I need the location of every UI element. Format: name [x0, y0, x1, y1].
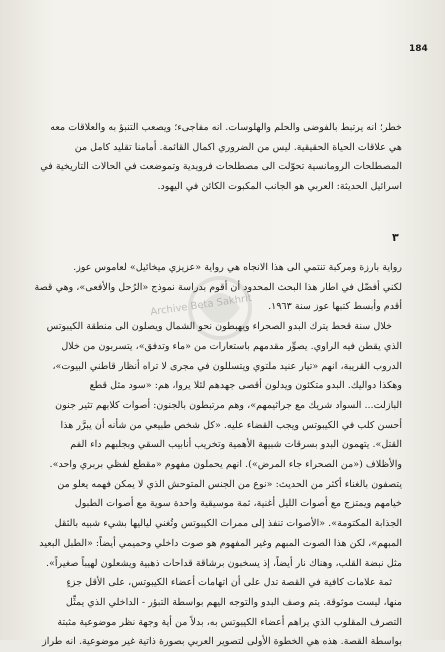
text-line: الجذابة المكتومة». «الأصوات تنفذ إلى ممرات الكيبوتس وتُغني لياليها بشيء شبيه بالثقل [54, 518, 402, 530]
page-number: 184 [409, 44, 428, 54]
text-line: خلال سنة قحط يترك البدو الصحراء ويهبطون نحو الشمال ويصلون الى منطقة الكيبوتس [46, 321, 392, 333]
text-line: المبهم»، لكن هذا الصوت المبهم وغير المفهوم هو صوت داخلي وحميمي أيضاً: «الطبل البعيد [39, 537, 402, 549]
text-line: التصرف المقلوب الذي يراهم أعضاء الكيبوتس به، بدلاً من أية وجهة نظر موضوعية مثبتة [57, 616, 402, 628]
text-line: خيامهم ويمتزج مع أصوات الليل أغنية، ثمة موسيقية واحدة سوية مع أصوات الطبول [74, 498, 402, 510]
body-text [26, 258, 402, 652]
text-line: منها، ليست موثوقة. يتم وصف البدو والتوجه اليهم بواسطة التبؤر - الداخلي الذي يمثِّل [65, 596, 402, 608]
text-line: رواية بارزة ومركبة تنتمي الى هذا الانجاه هي رواية «عزيزي ميخائيل» لعاموس عوز. [73, 262, 402, 273]
text-line: الذي يقطن فيه الراوي. يصوِّر مقدمهم باستعارات من «ماء وتدفق»، يتسربون من خلال [61, 340, 402, 352]
text-line: خطر؛ انه يرتبط بالفوضى والحلم والهلوسات. انه مفاجىء؛ ويصعب التنبؤ به والعلاقات معه [50, 122, 402, 133]
top-paragraph [26, 118, 402, 197]
text-line: القتل». يتهمون البدو بسرقات شبيهة الأهمية وتخريب أنابيب السقي وبجلبهم داء الفم [70, 439, 402, 451]
text-line: هي علاقات الحياة الحقيقية. ليس من الضروري اكمال القائمة. أمامنا تقليد كامل من [74, 141, 402, 153]
text-line: المصطلحات الرومانسية تحوّلت الى مصطلحات فرويدية وتموضعت في الحالات التاريخية في [40, 161, 402, 173]
text-line: بواسطة القصة. هذه هي الخطوة الأولى لتصوير العربي بصورة ذاتية غير موضوعية. انه طراز [42, 636, 402, 648]
text-line: لكني أفضّل في اطار هذا البحث المحدود أن أقوم بدراسة نموذج «الرُحل والأفعى»، وهي قصة [34, 281, 402, 293]
text-line: ثمة علامات كافية في القصة تدل على أن اتهامات أعضاء الكيبوتس، على الأقل جزءٍ [66, 577, 392, 589]
text-line: البازلت... السواد شريك مع جراثيمهم»، وهم مرتبطون بالجنون: أصوات كلابهم تثير جنون [55, 399, 402, 411]
text-line: اسرائيل الحديثة: العربي هو الجانب المكبوت الكائن في اليهود. [157, 181, 402, 193]
text-line: أقدم وأبسط كتبها عوز سنة ١٩٦٣. [268, 301, 402, 313]
watermark-text: Archive Beta Sakhrit [149, 292, 253, 319]
text-line: والأظلاف («من الصحراء جاء المرض»). انهم يحملون مفهوم «مقطع لفظي بربري واحد». [49, 459, 402, 471]
text-line: مثل نبضة القلب، وهناك نار أيضاً، إذ يسخبون برشاقة قداحات ذهبية ويشعلون لهيباً صغيراً». [45, 557, 402, 569]
text-line: وهكذا دواليك. البدو متكئون ويدلون أقصى جهدهم لئلا يروا، هم: «سود مثل قطع [89, 380, 402, 392]
section-number: ٣ [392, 231, 399, 244]
text-line: الدروب القريبة، انهم «تيار عنيد ملتوي ويتسللون في مجرى لا تراه أنظار قاطني البيوت»، [52, 360, 402, 372]
text-line: يتصفون بالغناء أكثر من الحديث: «نوع من الجنس المتوحش الذي لا يمكن فهمه يعلو من [57, 478, 402, 490]
text-line: أحسن كلب في الكيبوتس ويجب القضاء عليه. «كل شخص طبيعي من شأنه أن يبرَّر هذا [60, 419, 402, 431]
